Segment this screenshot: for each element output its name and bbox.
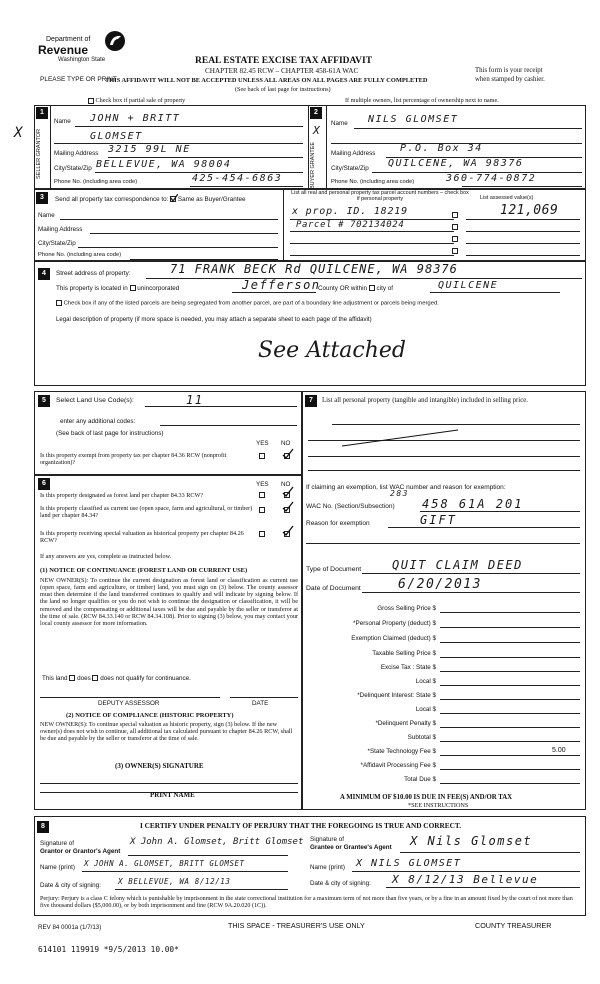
land-use-value[interactable]: 11 — [186, 393, 204, 407]
sec6-yes: YES — [256, 481, 269, 488]
buyer-mailing-label: Mailing Address — [331, 150, 376, 157]
doc-date-label: Date of Document — [306, 585, 361, 592]
section-2-number: 2 — [310, 107, 322, 119]
county-value[interactable]: Jefferson — [242, 278, 321, 292]
county-or-line: County OR within city of — [318, 285, 393, 292]
forest-question: Is this property designated as forest land per chapter 84.33 RCW? — [40, 492, 204, 499]
dept-line3: Washington State — [58, 57, 106, 63]
delinquent-penalty-label: *Delinquent Penalty $ — [375, 720, 436, 727]
parcel-header: List all real and personal property tax parcel account numbers – check box if personal property — [291, 190, 469, 202]
delinquent-interest-label: *Delinquent Interest: State $ — [357, 692, 436, 699]
seller-name-1[interactable]: JOHN + BRITT — [90, 113, 181, 124]
exempt-yes-checkbox[interactable] — [259, 453, 265, 459]
wac-label: WAC No. (Section/Subsection) — [306, 503, 395, 510]
buyer-name[interactable]: NILS GLOMSET — [368, 114, 459, 125]
personal-label: *Personal Property (deduct) $ — [353, 620, 436, 627]
section-4-number: 4 — [38, 268, 50, 280]
date-city-label-grantor: Date & city of signing: — [40, 882, 101, 889]
reason-value[interactable]: GIFT — [420, 513, 457, 527]
seller-mailing-label: Mailing Address — [54, 150, 99, 157]
street-address[interactable]: 71 FRANK BECK Rd QUILCENE, WA 98376 — [170, 262, 458, 276]
doc-type[interactable]: QUIT CLAIM DEED — [392, 558, 523, 572]
taxable-label: Taxable Selling Price $ — [372, 650, 436, 657]
notice1-title: (1) NOTICE OF CONTINUANCE (FOREST LAND OR CURRENT USE) — [40, 567, 248, 574]
parcel-2[interactable]: Parcel # 702134024 — [296, 220, 405, 230]
parcel-4-checkbox[interactable] — [452, 248, 458, 254]
section-5-number: 5 — [38, 395, 50, 407]
exempt-question: Is this property exempt from property tax per chapter 84.36 RCW (nonprofit organization)? — [40, 453, 227, 466]
seller-city[interactable]: BELLEVUE, WA 98004 — [96, 159, 232, 170]
dor-logo-icon — [104, 30, 126, 52]
receipt-line2: when stamped by cashier. — [475, 76, 545, 83]
buyer-x-mark: X — [313, 124, 322, 137]
strike-through-icon — [340, 428, 460, 450]
county-treasurer: COUNTY TREASURER — [475, 921, 552, 930]
parcel-3-checkbox[interactable] — [452, 236, 458, 242]
partial-sale-checkbox[interactable] — [88, 98, 94, 104]
this-land-line: This land does does not qualify for continuance. — [42, 675, 191, 682]
sec3-city-label: City/State/Zip — [38, 240, 76, 247]
forest-yes-checkbox[interactable] — [259, 492, 265, 498]
sig-grantor-label-2: Grantor or Grantor's Agent — [40, 848, 121, 855]
perjury-notice: Perjury: Perjury is a class C felony which is punishable by imprisonment in the state correctional institution for a maximum term of not more than five years, or by a fine in an amount fixed by the court of not more than five thousand dollars ($5,000.00), or by both imprisonment and fine (RCW 9A.20.020 (1C)). — [40, 896, 573, 909]
header-see-back: (See back of last page for instructions) — [235, 86, 331, 93]
section-7-number: 7 — [305, 395, 317, 407]
sec3-phone-label: Phone No. (including area code) — [38, 252, 122, 258]
sig-grantee-label-1: Signature of — [310, 836, 344, 843]
date-city-grantor[interactable]: X BELLEVUE, WA 8/12/13 — [118, 877, 231, 886]
seller-label: SELLER GRANTOR — [36, 128, 42, 180]
buyer-label: BUYER GRANTEE — [310, 141, 316, 189]
sec3-name-label: Name — [38, 212, 55, 219]
name-print-grantee[interactable]: X NILS GLOMSET — [356, 858, 462, 869]
buyer-phone[interactable]: 360-774-0872 — [446, 173, 537, 184]
total-label: Total Due $ — [404, 776, 436, 783]
checkmark-icon — [170, 194, 178, 202]
sec5-yes: YES — [256, 440, 269, 447]
grantor-signature[interactable]: X John A. Glomset, Britt Glomset — [130, 837, 304, 847]
date-city-label-grantee: Date & city of signing: — [310, 880, 371, 887]
unincorporated-checkbox[interactable] — [130, 285, 136, 291]
gross-label: Gross Selling Price $ — [377, 605, 436, 612]
buyer-name-label: Name — [331, 120, 348, 127]
seller-phone[interactable]: 425-454-6863 — [192, 173, 283, 184]
see-instructions: *SEE INSTRUCTIONS — [408, 802, 469, 809]
notice2-title: (2) NOTICE OF COMPLIANCE (HISTORIC PROPERTY) — [66, 712, 234, 719]
name-print-label-grantor: Name (print) — [40, 864, 75, 871]
assessed-header: List assessed value(s) — [480, 195, 534, 201]
seller-x-mark: X — [14, 125, 24, 141]
parcel-2-checkbox[interactable] — [452, 224, 458, 230]
sec6-no: NO — [281, 481, 291, 488]
print-name-label: PRINT NAME — [150, 791, 195, 799]
seller-phone-label: Phone No. (including area code) — [54, 179, 138, 185]
section-6-number: 6 — [38, 478, 50, 490]
parcel-1-checkbox[interactable] — [452, 212, 458, 218]
legal-description-label: Legal description of property (if more space is needed, you may attach a separate sheet to each page of the affidavit) — [56, 316, 372, 323]
notice2-text: NEW OWNER(S): To continue special valuation as historic property, sign (3) below. If the new owner(s) does not wish to continue, all additional tax calculated pursuant to chapter 84.26 RCW, shall be due and payable by the seller or transferor at the time of sale. — [40, 721, 293, 743]
section-8-number: 8 — [37, 821, 49, 833]
current-use-no-checkmark-icon — [282, 501, 294, 513]
city-value[interactable]: QUILCENE — [438, 280, 499, 291]
deputy-assessor: DEPUTY ASSESSOR — [98, 700, 160, 707]
certify-text: I CERTIFY UNDER PENALTY OF PERJURY THAT THE FOREGOING IS TRUE AND CORRECT. — [140, 821, 462, 830]
buyer-mailing[interactable]: P.O. Box 34 — [400, 143, 483, 154]
name-print-label-grantee: Name (print) — [310, 864, 345, 871]
seller-city-label: City/State/Zip — [54, 165, 92, 172]
partial-sale: Check box if partial sale of property — [88, 97, 185, 104]
excise-state-label: Excise Tax : State $ — [380, 664, 436, 671]
dept-line1: Department of — [46, 36, 91, 43]
sig-grantor-label-1: Signature of — [40, 840, 74, 847]
form-title: REAL ESTATE EXCISE TAX AFFIDAVIT — [195, 56, 373, 66]
section-3-number: 3 — [36, 192, 48, 204]
multiple-owners-note: If multiple owners, list percentage of ownership next to name. — [345, 97, 499, 104]
claimed-label: Exemption Claimed (deduct) $ — [351, 635, 436, 642]
historic-yes-checkbox[interactable] — [259, 531, 265, 537]
sec5-see-back: (See back of last page for instructions) — [56, 430, 164, 437]
form-chapter: CHAPTER 82.45 RCW – CHAPTER 458-61A WAC — [205, 67, 359, 75]
land-does-checkbox[interactable] — [69, 675, 75, 681]
buyer-city[interactable]: QUILCENE, WA 98376 — [388, 158, 524, 169]
form-warning: THIS AFFIDAVIT WILL NOT BE ACCEPTED UNLESS ALL AREAS ON ALL PAGES ARE FULLY COMPLETED — [105, 77, 428, 84]
wac-number[interactable]: 458 61A 201 — [422, 497, 524, 511]
doc-type-label: Type of Document — [306, 566, 362, 573]
receipt-line1: This form is your receipt — [475, 67, 543, 74]
segregated-line: Check box if any of the listed parcels are being segregated from another parcel, are part of a boundary line adjustment or parcels being merged. — [56, 300, 439, 307]
see-attached[interactable]: See Attached — [258, 338, 406, 363]
minimum-due: A MINIMUM OF $10.00 IS DUE IN FEE(S) AND/OR TAX — [340, 794, 513, 801]
exemption-label: If claiming an exemption, list WAC number and reason for exemption: — [306, 484, 506, 491]
treasurer-space: THIS SPACE - TREASURER'S USE ONLY — [228, 921, 365, 930]
additional-codes-label: enter any additional codes: — [60, 418, 136, 425]
doc-date[interactable]: 6/20/2013 — [398, 577, 482, 592]
seller-mailing[interactable]: 3215 99L NE — [108, 144, 191, 155]
city-of-checkbox[interactable] — [369, 285, 375, 291]
date-city-grantee[interactable]: X 8/12/13 Bellevue — [392, 873, 539, 886]
current-use-question: Is this property classified as current use (open space, farm and agricultural, or timber) land per chapter 84.34? — [40, 505, 253, 520]
dept-line2: Revenue — [38, 43, 89, 57]
sec5-no: NO — [281, 440, 291, 447]
sec3-send-label: Send all property tax correspondence to: Same as Buyer/Grantee — [55, 196, 246, 203]
treasurer-stamp: 614101 119919 *9/5/2013 10.00* — [38, 945, 179, 954]
land-use-label: Select Land Use Code(s): — [56, 397, 134, 404]
owner-signature-label: (3) OWNER(S) SIGNATURE — [115, 762, 204, 770]
local1-label: Local $ — [415, 678, 436, 685]
parcel-1[interactable]: x prop. ID. 18219 — [292, 206, 408, 217]
section-1-number: 1 — [36, 107, 48, 119]
affidavit-fee-label: *Affidavit Processing Fee $ — [360, 762, 436, 769]
seller-name-2[interactable]: GLOMSET — [90, 131, 143, 142]
historic-no-checkmark-icon — [282, 525, 294, 537]
dor-logo — [38, 30, 128, 70]
buyer-phone-label: Phone No. (including area code) — [331, 179, 415, 185]
subtotal-label: Subtotal $ — [407, 734, 436, 741]
please-type: PLEASE TYPE OR PRINT — [40, 76, 117, 83]
personal-property-label: List all personal property (tangible and intangible) included in selling price. — [322, 397, 528, 404]
segregated-checkbox[interactable] — [56, 300, 62, 306]
reason-label: Reason for exemption — [306, 520, 370, 527]
current-use-yes-checkbox[interactable] — [259, 507, 265, 513]
state-tech-label: *State Technology Fee $ — [367, 748, 436, 755]
forest-no-checkmark-icon — [282, 486, 294, 498]
land-does-not-checkbox[interactable] — [92, 675, 98, 681]
street-label: Street address of property: — [56, 270, 131, 277]
historic-question: Is this property receiving special valuation as historical property per chapter 84.26 RCW? — [40, 530, 244, 545]
wac-sub[interactable]: 283 — [390, 489, 409, 498]
seller-name-label: Name — [54, 118, 71, 125]
notice1-text: NEW OWNER(S): To continue the current designation as forest land or classification as current use (open space, farm and agriculture, or timber) land, you must sign on (3) below. The county assessor must then determine if the land transferred continues to qualify and will indicate by signing below. If the land no longer qualifies or you do not wish to continue the designation or classification, it will be removed and the compensating or additional taxes will be due and payable by the seller or transferor at the time of sale. (RCW 84.33.140 or RCW 84.34.108). Prior to signing (3) below, you may contact your local county assessor for more information. — [40, 577, 298, 627]
rev-number: REV 84 0001a (1/7/13) — [38, 924, 102, 931]
name-print-grantor[interactable]: X JOHN A. GLOMSET, BRITT GLOMSET — [84, 859, 245, 868]
sig-grantee-label-2: Grantee or Grantee's Agent — [310, 844, 392, 851]
sec3-mailing-label: Mailing Address — [38, 226, 83, 233]
local2-label: Local $ — [415, 706, 436, 713]
located-line: This property is located in unincorporated — [56, 285, 180, 292]
grantee-signature[interactable]: X Nils Glomset — [410, 834, 533, 848]
state-tech-value: 5.00 — [552, 747, 566, 754]
same-as-buyer-checkbox[interactable] — [170, 196, 176, 202]
deputy-date: DATE — [252, 700, 269, 707]
if-any-yes: If any answers are yes, complete as instructed below. — [40, 553, 172, 560]
assessed-value[interactable]: 121,069 — [500, 203, 559, 218]
section-6-box — [34, 475, 302, 810]
buyer-city-label: City/State/Zip — [331, 165, 369, 172]
exempt-no-checkmark-icon — [282, 448, 294, 460]
